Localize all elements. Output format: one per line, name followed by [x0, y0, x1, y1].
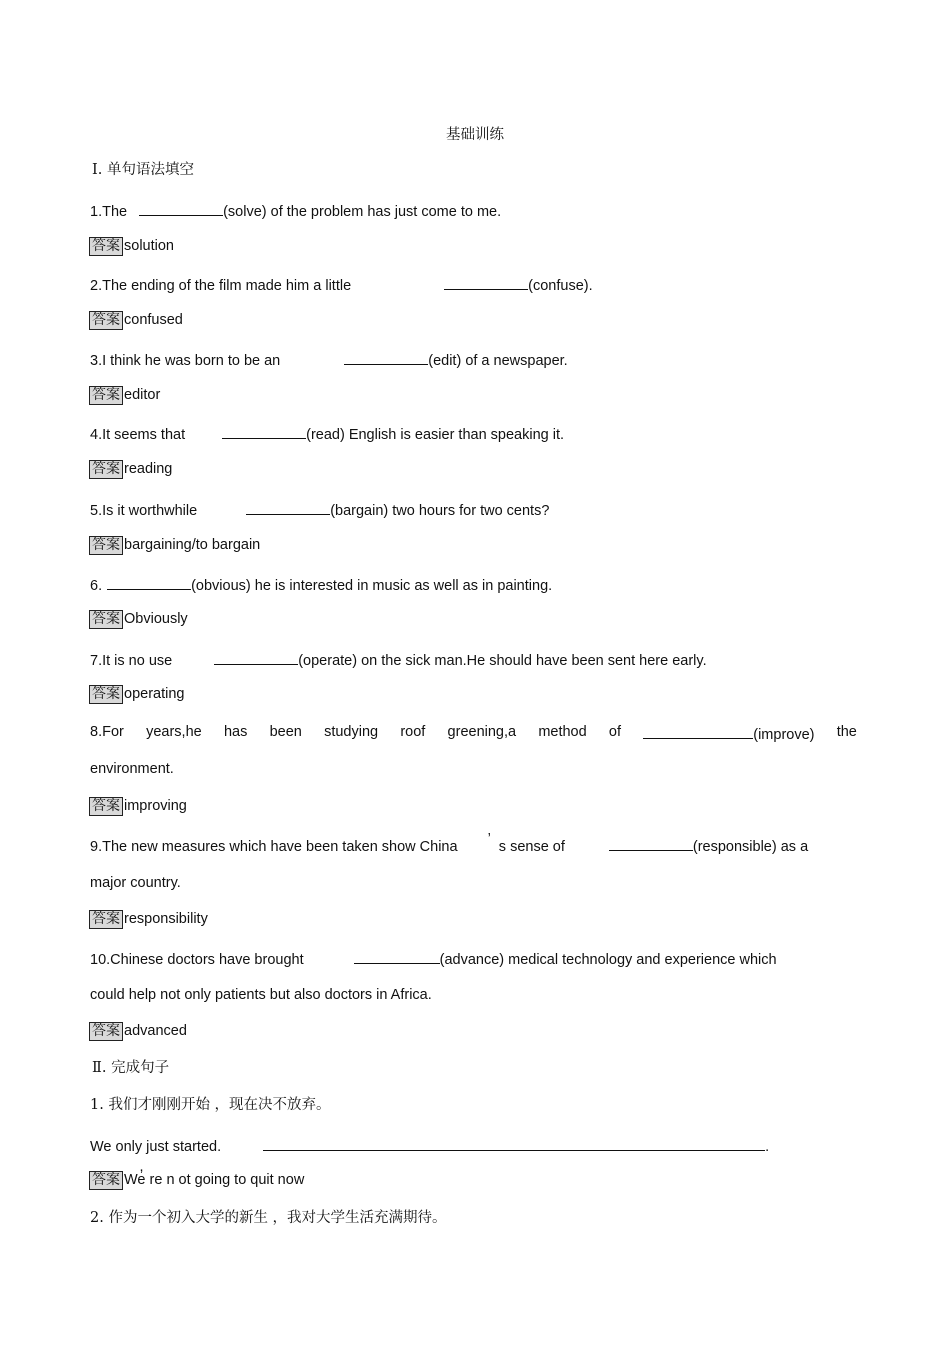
question-9: 9.The new measures which have been taken show China ’ s sense of (responsible) as a: [90, 831, 809, 855]
answer-5: 答案 bargaining/to bargain: [89, 536, 260, 555]
question-5: 5.Is it worthwhile (bargain) two hours for two cents?: [90, 499, 549, 520]
answer-blank: [246, 499, 330, 515]
answer-blank: [444, 274, 528, 290]
answer-tag: 答案: [89, 311, 123, 330]
answer-blank: [139, 200, 223, 216]
answer-tag: 答案: [89, 386, 123, 405]
answer-blank: [263, 1135, 765, 1151]
answer-tag: 答案: [89, 610, 123, 629]
question-3: 3.I think he was born to be an (edit) of a newspaper.: [90, 349, 568, 370]
answer-tag: 答案: [89, 536, 123, 555]
sentence-1-chinese: 1. 我们才刚刚开始 ，现在决不放弃。: [90, 1097, 331, 1113]
question-6: 6. (obvious) he is interested in music as well as in painting.: [90, 574, 552, 595]
question-10: 10.Chinese doctors have brought (advance) medical technology and experience which: [90, 948, 777, 969]
answer-tag: 答案: [89, 685, 123, 704]
page-title: 基础训练: [446, 127, 504, 143]
answer-3: 答案 editor: [89, 386, 160, 405]
answer-7: 答案 operating: [89, 685, 184, 704]
question-9-line2: major country.: [90, 875, 181, 891]
sentence-2-chinese: 2. 作为一个初入大学的新生 ，我对大学生活充满期待。: [90, 1210, 447, 1226]
question-2: 2.The ending of the film made him a little (confuse).: [90, 274, 593, 295]
answer-tag: 答案: [89, 1171, 123, 1190]
answer-6: 答案 Obviously: [89, 610, 188, 629]
sentence-1-english: We only just started. .: [90, 1135, 769, 1156]
answer-tag: 答案: [89, 797, 123, 816]
question-10-line2: could help not only patients but also doctors in Africa.: [90, 987, 432, 1003]
answer-tag: 答案: [89, 910, 123, 929]
answer-tag: 答案: [89, 460, 123, 479]
question-1: 1.The (solve) of the problem has just come to me.: [90, 200, 501, 221]
answer-10: 答案 advanced: [89, 1022, 187, 1041]
answer-tag: 答案: [89, 1022, 123, 1041]
section-heading-1: Ⅰ. 单句语法填空: [92, 162, 194, 178]
answer-8: 答案 improving: [89, 797, 187, 816]
answer-blank: [609, 835, 693, 851]
question-8: 8.For years,he has been studying roof greening,a method of (improve) the: [90, 724, 857, 743]
answer-9: 答案 responsibility: [89, 910, 208, 929]
answer-2: 答案 confused: [89, 311, 183, 330]
answer-blank: [222, 423, 306, 439]
answer-1: 答案 solution: [89, 237, 174, 256]
answer-blank: [107, 574, 191, 590]
answer-s1: 答案 We̓ re n ot going to quit now: [89, 1171, 304, 1190]
answer-blank: [354, 948, 440, 964]
question-8-line2: environment.: [90, 761, 174, 777]
answer-blank: [643, 723, 753, 739]
question-4: 4.It seems that (read) English is easier than speaking it.: [90, 423, 564, 444]
answer-blank: [344, 349, 428, 365]
answer-blank: [214, 649, 298, 665]
answer-4: 答案 reading: [89, 460, 172, 479]
answer-tag: 答案: [89, 237, 123, 256]
question-7: 7.It is no use (operate) on the sick man.He should have been sent here early.: [90, 649, 707, 670]
section-heading-2: Ⅱ. 完成句子: [92, 1060, 170, 1076]
